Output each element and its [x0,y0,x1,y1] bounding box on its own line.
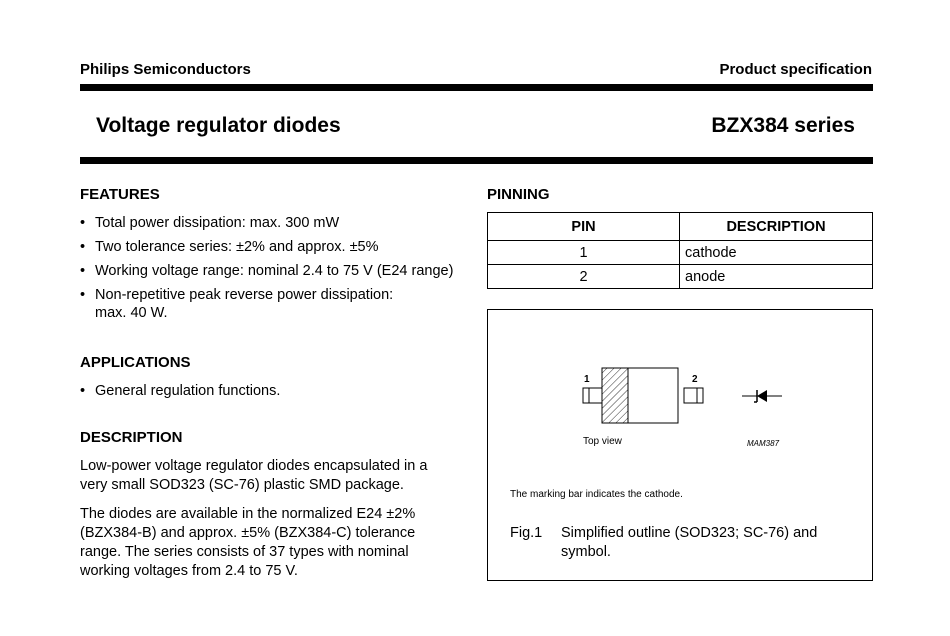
figure-caption: Simplified outline (SOD323; SC-76) and symbol. [561,525,818,560]
document-type: Product specification [719,61,872,78]
part-number: BZX384 series [711,114,855,137]
applications-heading: APPLICATIONS [80,354,191,371]
description-cell: cathode [680,241,873,265]
description-paragraph-1: Low-power voltage regulator diodes encapsulated in a very small SOD323 (SC-76) plastic SMD package. [80,458,428,493]
top-view-label: Top view [583,436,622,447]
column-header-description: DESCRIPTION [680,213,873,241]
list-item: • Two tolerance series: ±2% and approx. ±5% [80,238,480,256]
drawing-code: MAM387 [747,439,780,448]
figure-number: Fig.1 [510,525,543,541]
pin-cell: 1 [488,241,680,265]
description-cell: anode [680,265,873,289]
applications-list [80,382,480,406]
marking-note: The marking bar indicates the cathode. [510,489,683,500]
pin-2-lead [684,388,703,403]
list-item: • Non-repetitive peak reverse power dissipation: max. 40 W. [80,286,480,322]
table-row [488,265,873,289]
list-item: • Working voltage range: nominal 2.4 to 75 V (E24 range) [80,262,480,280]
features-list [80,214,480,322]
company-name: Philips Semiconductors [80,61,251,78]
table-header-row [488,213,873,241]
figure-box [487,309,873,581]
header-rule-top [80,84,873,91]
description-paragraph-2: The diodes are available in the normalized E24 ±2% (BZX384-B) and approx. ±5% (BZX384-C) tolerance range. The series consists of 37 types with nominal working voltages from 2.4 to 75 V. [80,506,416,579]
description-heading: DESCRIPTION [80,429,183,446]
document-title: Voltage regulator diodes [96,114,341,137]
list-item: • General regulation functions. [80,382,480,400]
column-header-pin: PIN [488,213,680,241]
header-rule-bottom [80,157,873,164]
package-body [602,368,678,423]
features-heading: FEATURES [80,186,160,203]
pin-cell: 2 [488,265,680,289]
pin-1-label: 1 [584,374,590,385]
zener-diode-symbol [742,390,782,402]
pinning-heading: PINNING [487,186,550,203]
pin-1-lead [583,388,602,403]
table-row [488,241,873,265]
list-item: • Total power dissipation: max. 300 mW [80,214,480,232]
pinning-table [487,212,873,289]
cathode-marking-bar [602,368,628,423]
pin-2-label: 2 [692,374,698,385]
